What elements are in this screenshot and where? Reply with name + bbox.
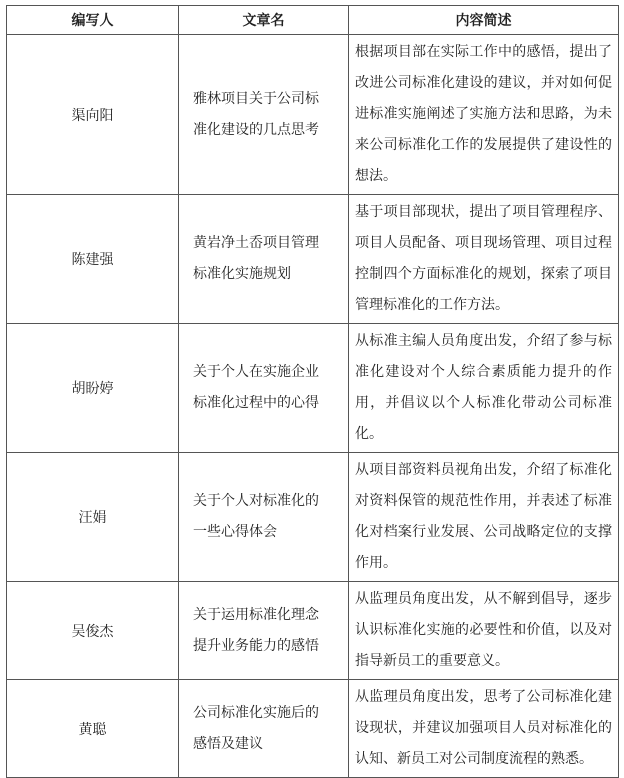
article-title: 雅林项目关于公司标准化建设的几点思考 — [193, 90, 319, 138]
article-summary: 从监理员角度出发，思考了公司标准化建设现状，并建议加强项目人员对标准化的认知、新员工对公司制度流程的熟悉。 — [355, 689, 612, 767]
summary-cell — [349, 35, 619, 195]
table-row — [7, 324, 619, 453]
article-summary: 从监理员角度出发，从不解到倡导，逐步认识标准化实施的必要性和价值，以及对指导新员工的重要意义。 — [355, 591, 612, 669]
title-cell — [179, 680, 349, 778]
article-summary: 从项目部资料员视角出发，介绍了标准化对资料保管的规范性作用，并表述了标准化对档案行业发展、公司战略定位的支撑作用。 — [355, 462, 612, 571]
author-cell: 汪娟 — [7, 453, 179, 582]
article-summary: 从标准主编人员角度出发，介绍了参与标准化建设对个人综合素质能力提升的作用，并倡议以个人标准化带动公司标准化。 — [355, 333, 612, 442]
summary-cell — [349, 680, 619, 778]
article-summary: 根据项目部在实际工作中的感悟，提出了改进公司标准化建设的建议，并对如何促进标准实施阐述了实施方法和思路，为未来公司标准化工作的发展提供了建设性的想法。 — [355, 44, 612, 184]
article-title: 关于运用标准化理念提升业务能力的感悟 — [193, 606, 319, 654]
author-cell: 渠向阳 — [7, 35, 179, 195]
author-cell: 吴俊杰 — [7, 582, 179, 680]
table-row — [7, 453, 619, 582]
summary-cell — [349, 195, 619, 324]
author-cell: 胡盼婷 — [7, 324, 179, 453]
article-title: 关于个人对标准化的一些心得体会 — [193, 493, 319, 540]
summary-cell — [349, 324, 619, 453]
article-title: 公司标准化实施后的感悟及建议 — [193, 704, 319, 752]
title-cell — [179, 195, 349, 324]
article-summary: 基于项目部现状，提出了项目管理程序、项目人员配备、项目现场管理、项目过程控制四个方面标准化的规划，探索了项目管理标准化的工作方法。 — [355, 204, 612, 313]
author-cell: 黄聪 — [7, 680, 179, 778]
table-row — [7, 195, 619, 324]
table-row — [7, 680, 619, 778]
articles-table — [6, 5, 619, 778]
header-summary: 内容简述 — [349, 6, 619, 35]
title-cell — [179, 453, 349, 582]
article-title: 黄岩净土岙项目管理标准化实施规划 — [193, 235, 319, 282]
summary-cell — [349, 453, 619, 582]
article-title: 关于个人在实施企业标准化过程中的心得 — [193, 364, 319, 411]
title-cell — [179, 35, 349, 195]
header-title: 文章名 — [179, 6, 349, 35]
table-row — [7, 35, 619, 195]
header-row — [7, 6, 619, 35]
header-author: 编写人 — [7, 6, 179, 35]
author-cell: 陈建强 — [7, 195, 179, 324]
title-cell — [179, 324, 349, 453]
